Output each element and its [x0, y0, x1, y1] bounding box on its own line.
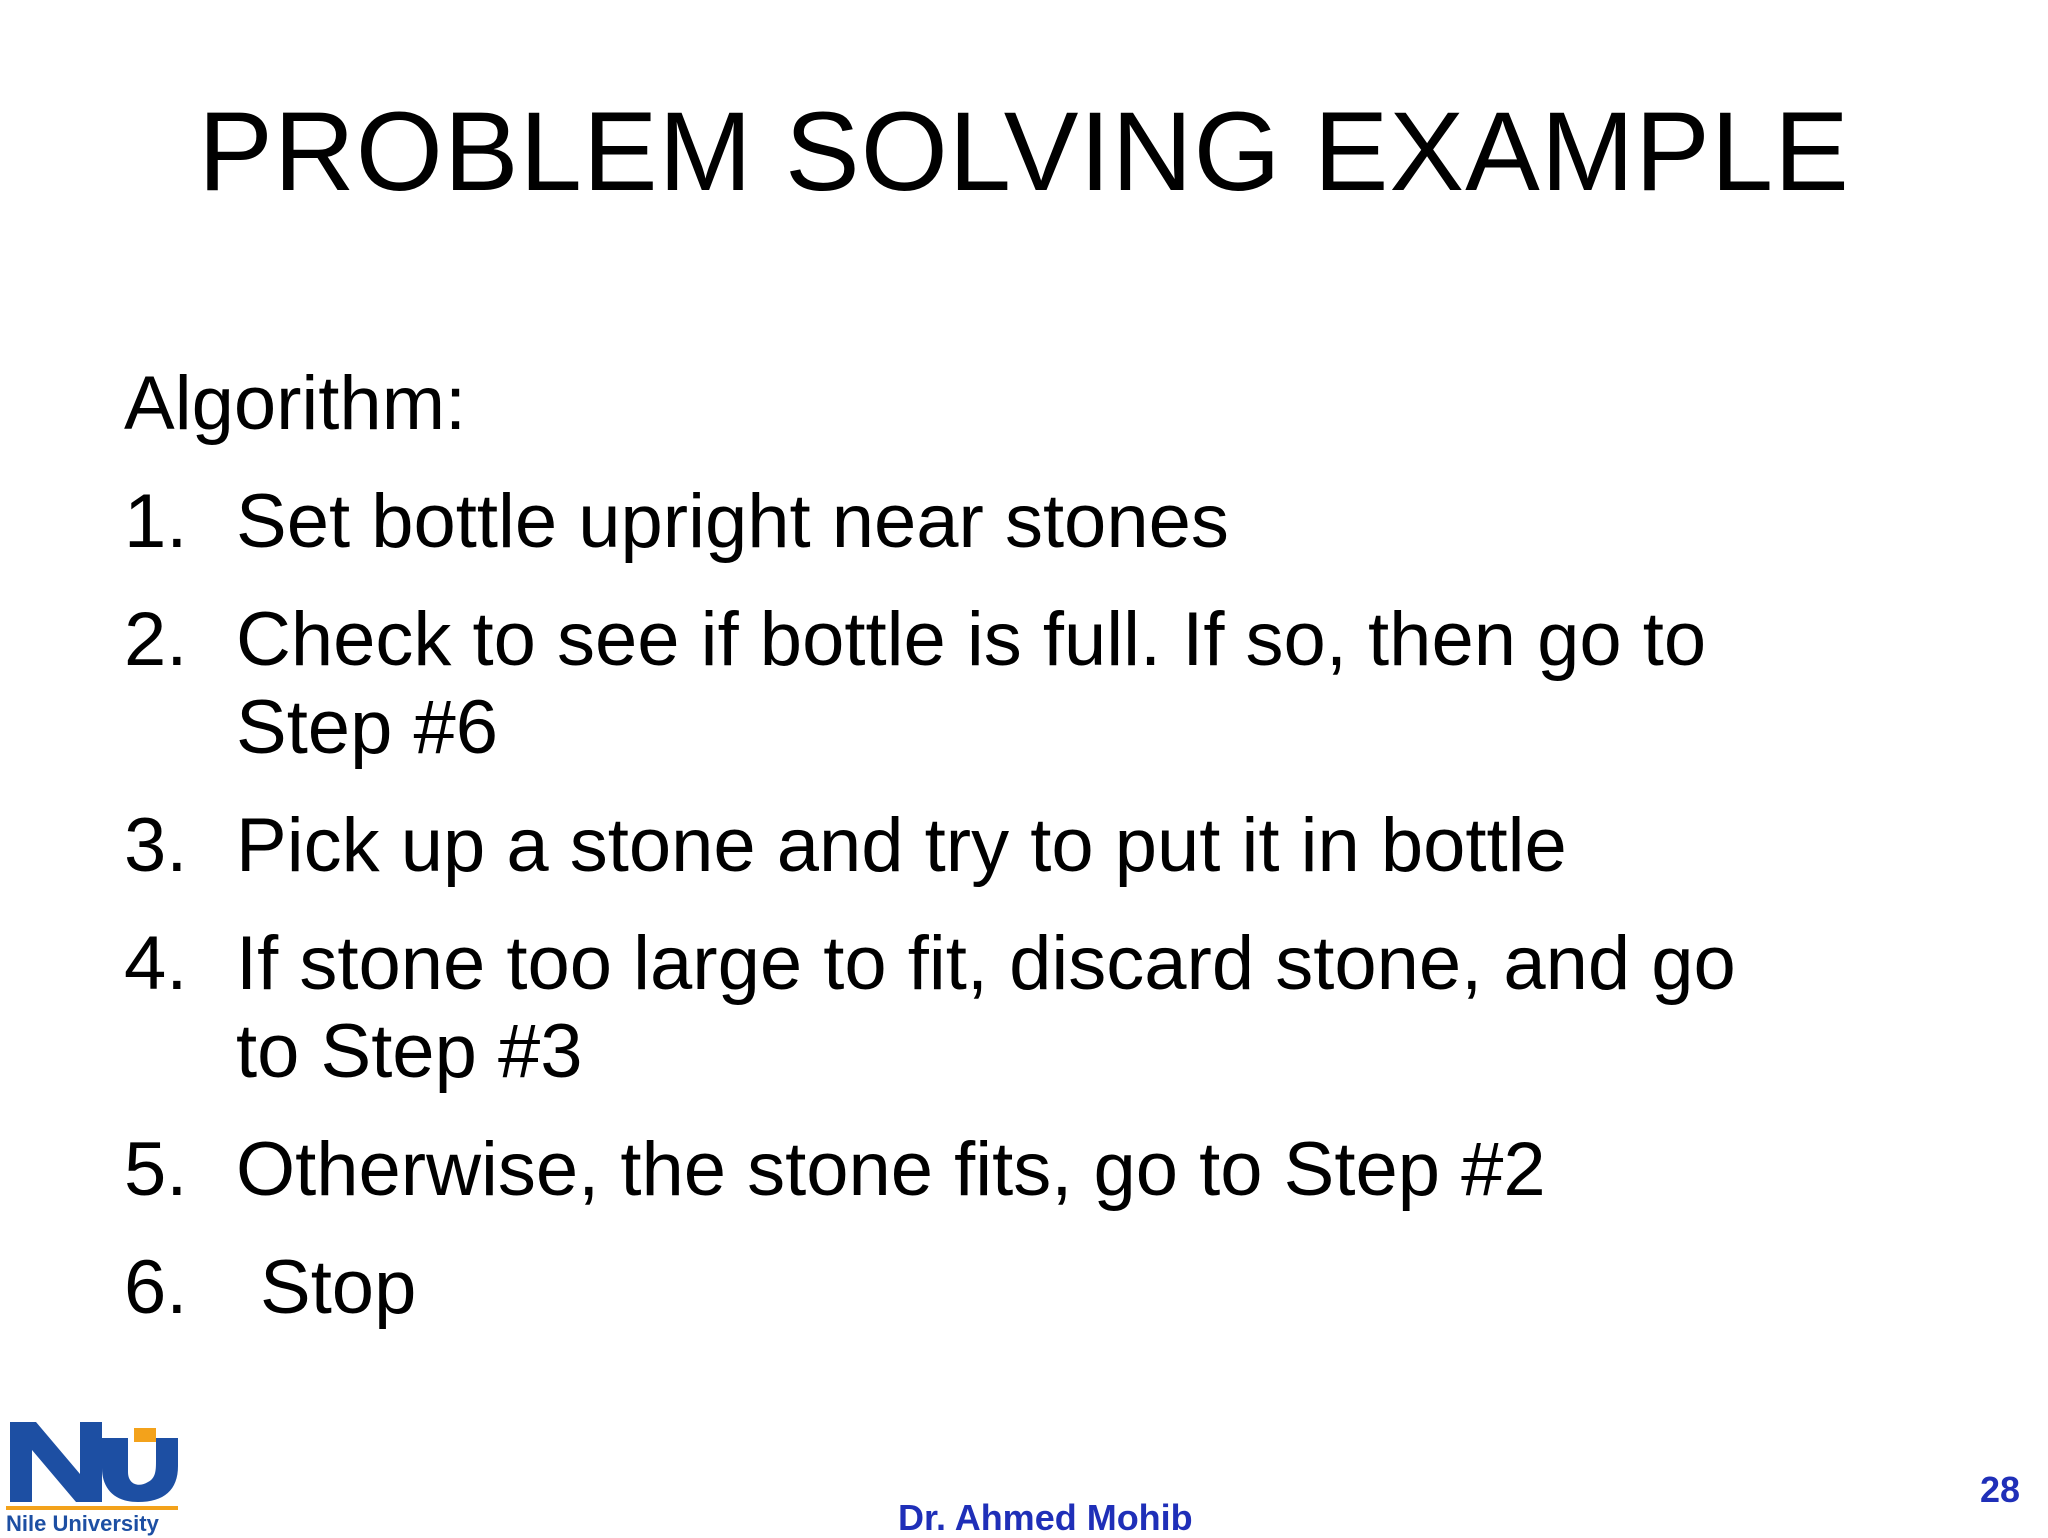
- step-number: 6.: [124, 1245, 188, 1330]
- step-text: Stop: [260, 1245, 417, 1330]
- step-item: [124, 478, 1884, 566]
- step-text: Set bottle upright near stones: [236, 479, 1229, 564]
- step-number: 1.: [124, 479, 188, 564]
- step-item: [124, 1244, 1884, 1332]
- algorithm-heading: Algorithm:: [124, 361, 467, 446]
- step-number: 5.: [124, 1127, 188, 1212]
- step-text: Pick up a stone and try to put it in bottle: [236, 803, 1567, 888]
- step-item: [124, 596, 1884, 772]
- slide-title: PROBLEM SOLVING EXAMPLE: [198, 89, 1850, 214]
- step-number: 3.: [124, 803, 188, 888]
- nu-logo-icon: [6, 1414, 178, 1506]
- step-text: Check to see if bottle is full. If so, then go to Step #6: [236, 597, 1707, 770]
- algorithm-content: [124, 360, 1884, 1332]
- step-number: 4.: [124, 921, 188, 1006]
- step-text: If stone too large to fit, discard stone, and go to Step #3: [236, 921, 1736, 1094]
- step-number: 2.: [124, 597, 188, 682]
- step-item: [124, 1126, 1884, 1214]
- step-text: Otherwise, the stone fits, go to Step #2: [236, 1127, 1546, 1212]
- step-item: [124, 920, 1884, 1096]
- nile-university-logo: [6, 1414, 178, 1536]
- footer-author: Dr. Ahmed Mohib: [898, 1497, 1193, 1538]
- step-item: [124, 802, 1884, 890]
- logo-text: Nile University: [6, 1506, 178, 1538]
- page-number: 28: [1979, 1469, 2020, 1510]
